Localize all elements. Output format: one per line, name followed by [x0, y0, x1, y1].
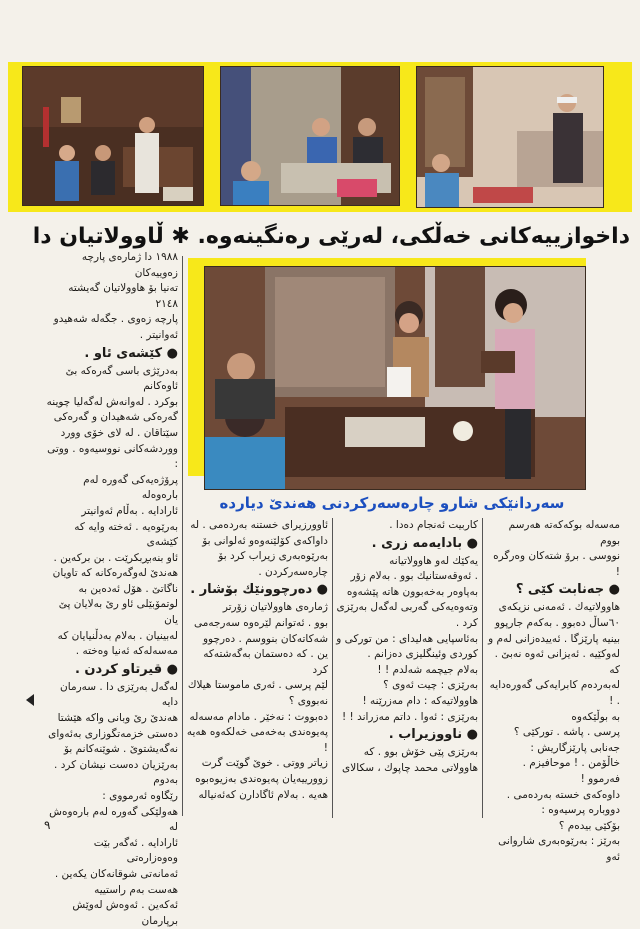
margin-arrow-icon [26, 694, 34, 706]
article-subheadline: سەردانێكی شارو چارەسەركردنی هەندێ دیاردە [219, 494, 565, 512]
paragraph-line: ١٩٨٨ دا ژمارەی پارچە زەوییەكان [81, 251, 178, 279]
paragraph-line: نەگەیشتوێ . شوێنەكانم بۆ [63, 743, 178, 756]
photo-office-meeting-3 [416, 66, 604, 208]
paragraph-line: ئەمانەتی شوقانەكان یكەین . [54, 867, 178, 880]
paragraph-line: لێم پرسی . ئەری ماموستا هیلاك [187, 679, 328, 692]
section-heading: ● كێشەی ئاو . [84, 345, 178, 361]
paragraph-line: كاربیت ئەنجام دەدا . [389, 519, 478, 531]
paragraph-line: هەندێ لەوگەرەكانە كە تاویان [52, 567, 178, 580]
paragraph-line: كرد . [455, 616, 478, 629]
paragraph-line: بۆكێی بیدەم ؟ [558, 819, 620, 832]
paragraph-line: گەرەكی شەهیدان و گەرەكی [53, 411, 178, 424]
paragraph-line: رێگاوە ئەرمووی : [102, 790, 178, 802]
paragraph-line: دەستی خزمەتگوزاری بەئەوای [48, 727, 178, 740]
paragraph-line: هەولێكی گەورە لەم بارەوەش لە [49, 805, 178, 834]
paragraph-line: ئارادایە . بەڵام ئەوانیتر [81, 504, 178, 517]
paragraph-line: داوەكەی خستە بەردەمی . [506, 788, 620, 801]
section-heading: ● دەرچوونێك بۆشار . [190, 582, 328, 598]
paragraph-line: كوردی وئینگلیزی دەزانم . [367, 648, 478, 661]
paragraph-line: لەگەل بەرێزی دا . سەرمان دایە [60, 680, 178, 709]
paragraph-line: بەلام جیچمە شەلدم ! ! [377, 663, 478, 676]
paragraph-line: ئەوانیتر . [139, 328, 178, 341]
paragraph-line: ٦٠ساڵ دەبوو . بەكەم جارپوو [494, 616, 620, 629]
paragraph-line: ین . كە دەستمان بەگەشتەكە كرد [203, 648, 328, 676]
paragraph-line: لەبەردەم كابرایەكی گەورەدایە . ! [489, 679, 620, 707]
paragraph-line: هاوولاتیەك . ئەمەنی نزیكەی [498, 601, 620, 614]
paragraph-line: مەسەلە بوكەكەتە هەرسم بووم [508, 519, 620, 547]
paragraph-line: هەست بەم راستییە [94, 883, 178, 896]
paragraph-line: . ئەوقەستانیك بوو . بەلام زۆر [350, 570, 478, 583]
paragraph-line: دەبووت : نەخێر . مادام مەسەلە [189, 710, 328, 723]
paragraph-line: بەئاسپایی هەلیدای : من تورکی و [336, 632, 478, 645]
paragraph-line: پرسی . پاشە . توركێی ؟ [513, 726, 620, 739]
paragraph-line: هەیە . بەلام ئاگادارن كەئەنیالە [198, 788, 328, 801]
paragraph-line: نووسی . برۆ شتەكان وەرگرە ! [493, 550, 620, 578]
paragraph-line: لەبینیان . بەلام بەدڵنیایان كە [57, 629, 178, 642]
paragraph-line: بەدرێژی باسی گەرەكە بێ ئاوەكانم [65, 364, 178, 393]
paragraph-line: دووبارە پرسیەوە : [541, 804, 620, 817]
paragraph-line: بوو . ئەتوانم لێرەوە سەرجەمی [193, 616, 328, 629]
section-heading: ● قیرتاو كردن . [74, 661, 178, 677]
section-heading: ● ناووزیراب . [388, 727, 478, 743]
column-divider [182, 256, 183, 816]
paragraph-line: زیاتر ووتی . خوێ گوێت گرت [201, 757, 328, 770]
paragraph-line: زوورییەیان پەیوەندی بەزیوەبوە [195, 772, 328, 785]
paragraph-line: شەكاتەكان بنووسم . دەرچوو [202, 632, 328, 645]
photo-woman-signing-document [204, 266, 586, 490]
paragraph-line: بەرێزی : ئەوا . داتم مەزراند ! ! [341, 710, 478, 723]
paragraph-line: نەبووی ؟ [288, 694, 328, 707]
paragraph-line: ئارادایە . ئەگەر بێت وەوەزارەتی [93, 836, 178, 865]
paragraph-line: ژمارەی هاوولاتیان زۆرتر [222, 601, 328, 614]
paragraph-line: بە بوڵێكەوە [571, 710, 620, 723]
paragraph-line: هاوولاتیەكە : دام مەزرێنە ! [362, 694, 478, 707]
paragraph-line: بەپاوەر بەخەبوون هاتە پێشەوە [346, 585, 478, 598]
paragraph-line: سێتاقان . لە لای خۆی وورد [60, 426, 178, 439]
paragraph-line: چارەسەركردن . [258, 565, 328, 578]
paragraph-line: بەرێزی : چیت ئەوی ؟ [383, 679, 478, 692]
paragraph-line: بەرێزی پێی خۆش بوو . كە [363, 746, 478, 759]
paragraph-line: پەیوەندی بەخەمی خەلكەوە هەیە ! [186, 726, 328, 754]
paragraph-line: ناگاتێ . هۆل ئەدەین بە [78, 582, 178, 595]
column-left [46, 250, 178, 927]
photo-office-meeting-2 [220, 66, 400, 206]
paragraph-line: پرۆژەیەكی گەورە لەم بارەوەلە [83, 473, 178, 502]
photo-office-meeting-1 [22, 66, 204, 206]
paragraph-line: هەندێ رێ وبانی واكە هێشتا [57, 712, 178, 725]
paragraph-line: ووردشەكانی نووسیەوە . ووتی : [47, 442, 178, 471]
paragraph-line: بەرێز : بەرێوەبەری شاروانی ئەو [498, 835, 620, 863]
paragraph-line: یەكێك لەو هاوولاتیانە [389, 554, 478, 567]
paragraph-line: پارچە زەوی . جگەلە شەهیدو [53, 313, 178, 326]
paragraph-line: مەسەلەكە ئەنیا وەخته . [75, 645, 178, 658]
page-number: ٩ [44, 818, 51, 832]
column-right [488, 518, 620, 863]
paragraph-line: ئاوورزیرای خستنە بەردەمی . لە [190, 519, 328, 531]
column-mid-left [186, 518, 328, 818]
paragraph-line: بەرێوەیە . ئەختە وایە كە كێشەی [74, 520, 178, 549]
paragraph-line: بوكرد . لەوانەش لەگەلیا چوینە [46, 395, 178, 408]
paragraph-line: وتەوەیەكی گەربی لەگەل بەرێزی [336, 601, 478, 614]
paragraph-line: لەوكێیە . ئەیزانی ئەوە نەبێ . كە [494, 648, 620, 676]
paragraph-line: تەنیا بۆ هاوولاتیان گەیشتە ٢١٤٨ [68, 282, 178, 310]
paragraph-line: خاڵۆمن . ! موحافیزم . فەرموو ! [522, 757, 620, 785]
paragraph-line: بەرێزیان دەست نیشان كرد . بەدوم [54, 758, 178, 787]
paragraph-line: بەرێوەبەری زیراب كرد بۆ [218, 550, 328, 563]
column-mid-right [336, 518, 478, 818]
main-headline: داخوازییەكانی خەڵكی، لەرێی رەنگینەوە. ✱ ڵاوولاتیان دا [32, 224, 630, 249]
paragraph-line: جەنابی پارێزگاریش : [530, 741, 620, 754]
column-divider [482, 518, 483, 818]
paragraph-line: ئاو بنەبڕبكرێت . بن بركەین . [53, 551, 178, 564]
column-divider [332, 518, 333, 818]
section-heading: ● بادایەمە زری . [371, 535, 478, 551]
paragraph-line: داواكەی كۆلێنەوەو ئەلوانی بۆ [202, 534, 328, 547]
paragraph-line: هاوولاتی محمد چاپوك ، سكالای [342, 761, 478, 774]
paragraph-line: لوتمۆبێلی ئاو رێ بەلایان پێ یان [58, 598, 178, 627]
paragraph-line: ئەكەین . ئەوەش لەوێش برپارمان [72, 899, 178, 927]
paragraph-line: بینیە پارێزگا . ئەییدەزانی لەم و [488, 632, 620, 645]
section-heading: ● جەنابت كێی ؟ [515, 582, 620, 598]
